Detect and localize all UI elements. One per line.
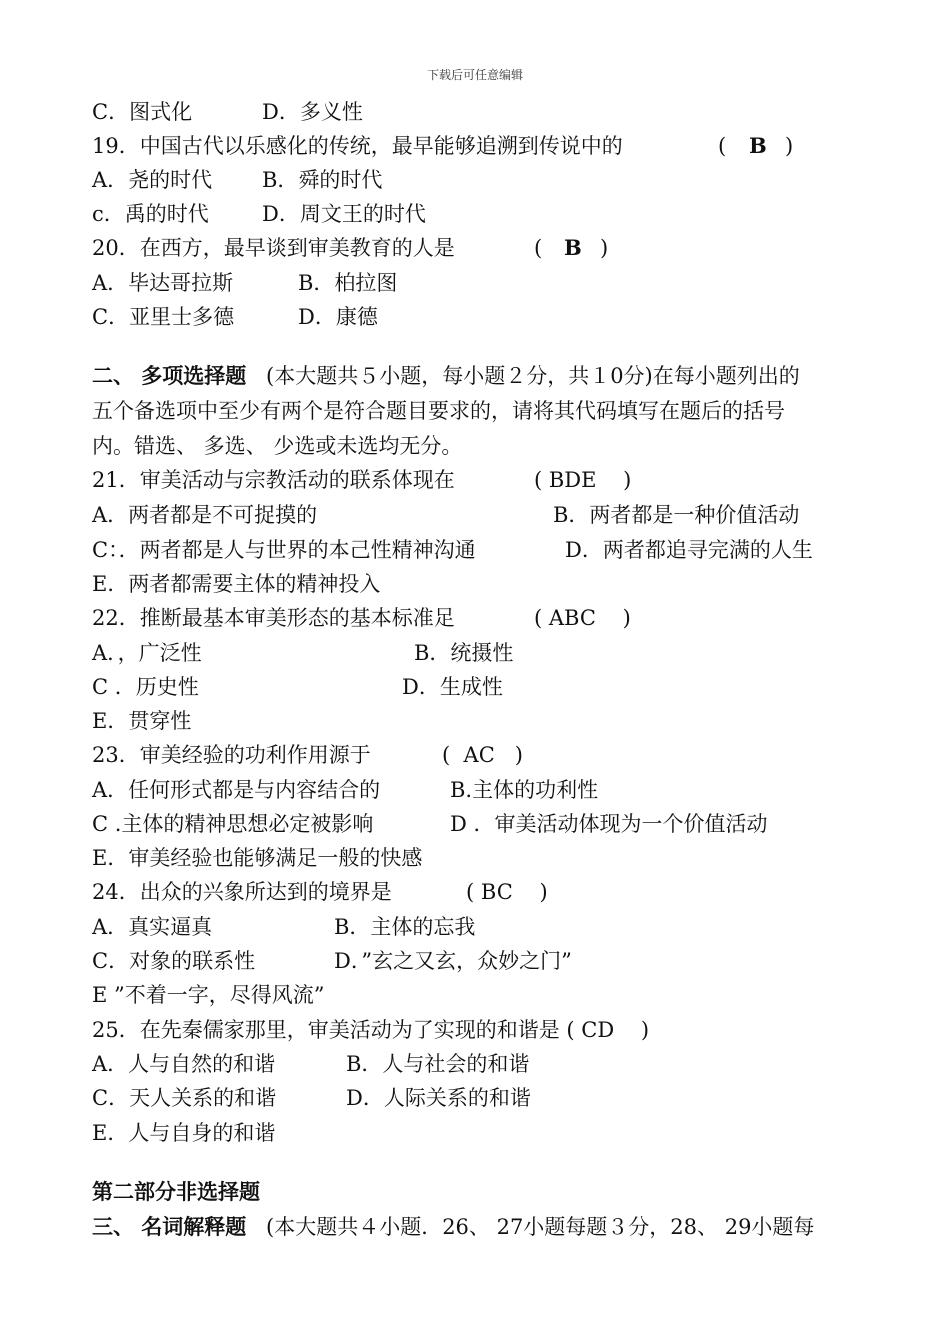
text-line: (本大题共５小题，每小题２分，共１0分)在每小题列出的 xyxy=(266,364,800,388)
text-line: ( AC ) xyxy=(442,743,523,767)
text-line: ( ABC ) xyxy=(534,606,631,630)
text-line: E．贯穿性 xyxy=(92,709,192,733)
text-line: E．审美经验也能够满足一般的快感 xyxy=(92,846,423,870)
section-heading: 三、 名词解释题 xyxy=(92,1214,247,1239)
text-line: D．康德 xyxy=(298,305,378,329)
text-line: C．亚里士多德 xyxy=(92,305,235,329)
text-line: C .主体的精神思想必定被影响 xyxy=(92,812,374,836)
text-line: D．”玄之又玄，众妙之门” xyxy=(334,949,572,973)
text-line: D．周文王的时代 xyxy=(262,202,426,226)
text-line: A．毕达哥拉斯 xyxy=(92,271,234,295)
text-line: 24．出众的兴象所达到的境界是 xyxy=(92,880,392,904)
section-heading: 第二部分非选择题 xyxy=(92,1179,260,1204)
text-line: E．人与自身的和谐 xyxy=(92,1121,276,1145)
text-line: B．统摄性 xyxy=(414,641,514,665)
text-line: 20．在西方，最早谈到审美教育的人是 xyxy=(92,236,455,260)
text-line: A．，广泛性 xyxy=(92,641,202,665)
text-line: ( xyxy=(718,134,727,158)
text-line: B．主体的忘我 xyxy=(334,915,476,939)
text-line: A．任何形式都是与内容结合的 xyxy=(92,778,381,802)
text-line: B．两者都是一种价值活动 xyxy=(553,503,800,527)
text-line: 23．审美经验的功利作用源于 xyxy=(92,743,371,767)
text-line: D．生成性 xyxy=(402,675,503,699)
text-line: B．柏拉图 xyxy=(298,271,398,295)
text-line: C：．两者都是人与世界的本己性精神沟通 xyxy=(92,538,476,562)
text-line: C．对象的联系性 xyxy=(92,949,256,973)
text-line: E．两者都需要主体的精神投入 xyxy=(92,572,381,596)
text-line: ) xyxy=(600,236,609,260)
text-line: ( xyxy=(534,236,543,260)
text-line: A．真实逼真 xyxy=(92,915,213,939)
text-line: 22．推断最基本审美形态的基本标准足 xyxy=(92,606,455,630)
section-heading: 二、 多项选择题 xyxy=(92,363,247,388)
text-line: C．图式化 xyxy=(92,100,193,124)
text-line: D．多义性 xyxy=(262,100,363,124)
text-line: 五个备选项中至少有两个是符合题目要求的，请将其代码填写在题后的括号 xyxy=(92,399,785,423)
text-line: ) xyxy=(785,134,794,158)
text-line: A．两者都是不可捉摸的 xyxy=(92,503,318,527)
text-line: D．两者都追寻完满的人生 xyxy=(565,538,813,562)
text-line: A．尧的时代 xyxy=(92,168,213,192)
text-line: c．禹的时代 xyxy=(92,202,209,226)
text-line: (本大题共４小题．26、 27小题每题３分，28、 29小题每 xyxy=(266,1215,815,1239)
text-line: C ．历史性 xyxy=(92,675,199,699)
text-line: ( BC ) xyxy=(466,880,548,904)
text-line: ( BDE ) xyxy=(534,468,632,492)
text-line: B．舜的时代 xyxy=(262,168,383,192)
answer-mark: B xyxy=(564,235,582,260)
text-line: A．人与自然的和谐 xyxy=(92,1052,276,1076)
text-line: C．天人关系的和谐 xyxy=(92,1086,277,1110)
text-line: 19．中国古代以乐感化的传统，最早能够追溯到传说中的 xyxy=(92,134,623,158)
text-line: B．人与社会的和谐 xyxy=(346,1052,530,1076)
text-line: D ．审美活动体现为一个价值活动 xyxy=(450,812,768,836)
text-line: B.主体的功利性 xyxy=(450,778,599,802)
answer-mark: B xyxy=(749,133,767,158)
text-line: D．人际关系的和谐 xyxy=(346,1086,531,1110)
text-line: 21．审美活动与宗教活动的联系体现在 xyxy=(92,468,455,492)
text-line: 25．在先秦儒家那里，审美活动为了实现的和谐是 ( CD ) xyxy=(92,1018,650,1042)
page-header: 下载后可任意编辑 xyxy=(426,68,523,82)
text-line: E ”不着一字，尽得风流” xyxy=(92,983,325,1007)
text-line: 内。错选、 多选、 少选或未选均无分。 xyxy=(92,434,463,458)
